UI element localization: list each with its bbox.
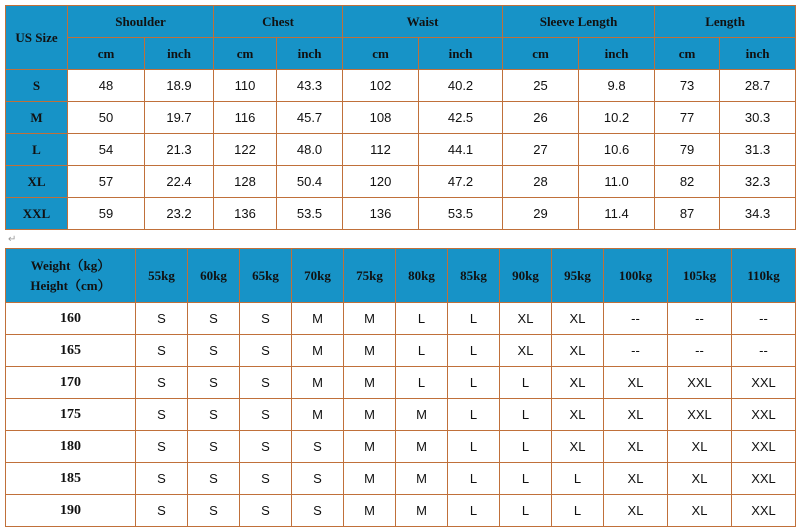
recommended-size: S xyxy=(136,431,188,463)
size-label: L xyxy=(6,134,68,166)
measurement-value: 48 xyxy=(68,70,145,102)
measurement-value: 44.1 xyxy=(419,134,503,166)
measurement-value: 32.3 xyxy=(720,166,796,198)
recommended-size: XXL xyxy=(668,367,732,399)
recommended-size: S xyxy=(240,367,292,399)
recommended-size: M xyxy=(396,399,448,431)
recommended-size: S xyxy=(188,463,240,495)
measurement-value: 116 xyxy=(214,102,277,134)
recommended-size: -- xyxy=(668,303,732,335)
recommended-size: S xyxy=(136,303,188,335)
recommended-size: L xyxy=(396,303,448,335)
recommended-size: L xyxy=(448,303,500,335)
size-label: XXL xyxy=(6,198,68,230)
recommended-size: M xyxy=(344,367,396,399)
table-row xyxy=(6,431,796,463)
measurement-value: 9.8 xyxy=(579,70,655,102)
recommended-size: M xyxy=(344,495,396,527)
measurement-value: 42.5 xyxy=(419,102,503,134)
measurement-value: 53.5 xyxy=(277,198,343,230)
recommended-size: XL xyxy=(668,431,732,463)
table-row xyxy=(6,134,796,166)
recommended-size: L xyxy=(500,463,552,495)
measurement-value: 108 xyxy=(343,102,419,134)
measurement-value: 54 xyxy=(68,134,145,166)
recommended-size: -- xyxy=(668,335,732,367)
measurement-value: 47.2 xyxy=(419,166,503,198)
measurement-value: 43.3 xyxy=(277,70,343,102)
recommended-size: -- xyxy=(732,303,796,335)
recommended-size: S xyxy=(292,495,344,527)
recommended-size: S xyxy=(188,335,240,367)
measurement-value: 40.2 xyxy=(419,70,503,102)
measurement-value: 53.5 xyxy=(419,198,503,230)
recommended-size: S xyxy=(136,399,188,431)
weight-header: 100kg xyxy=(604,249,668,303)
table-row xyxy=(6,166,796,198)
recommended-size: L xyxy=(500,495,552,527)
size-label: XL xyxy=(6,166,68,198)
unit-header-cm: cm xyxy=(655,38,720,70)
recommended-size: M xyxy=(344,303,396,335)
recommended-size: XL xyxy=(604,399,668,431)
recommended-size: XL xyxy=(604,495,668,527)
measurement-value: 112 xyxy=(343,134,419,166)
recommended-size: XL xyxy=(500,335,552,367)
recommended-size: S xyxy=(240,399,292,431)
recommended-size: S xyxy=(292,431,344,463)
measurement-value: 136 xyxy=(343,198,419,230)
recommended-size: L xyxy=(396,335,448,367)
measurement-value: 19.7 xyxy=(145,102,214,134)
recommended-size: S xyxy=(240,303,292,335)
measurement-header: Shoulder xyxy=(68,6,214,38)
recommended-size: M xyxy=(292,335,344,367)
measurement-value: 30.3 xyxy=(720,102,796,134)
measurement-value: 26 xyxy=(503,102,579,134)
measurement-value: 82 xyxy=(655,166,720,198)
recommended-size: L xyxy=(448,367,500,399)
recommended-size: XL xyxy=(604,431,668,463)
height-label: 160 xyxy=(6,303,136,335)
recommended-size: XL xyxy=(552,335,604,367)
table-row xyxy=(6,70,796,102)
weight-header-row xyxy=(6,249,796,303)
measurement-value: 31.3 xyxy=(720,134,796,166)
recommended-size: M xyxy=(344,335,396,367)
measurement-value: 79 xyxy=(655,134,720,166)
height-label: 165 xyxy=(6,335,136,367)
measurement-value: 45.7 xyxy=(277,102,343,134)
measurement-value: 48.0 xyxy=(277,134,343,166)
recommended-size: XL xyxy=(500,303,552,335)
measurement-header: Sleeve Length xyxy=(503,6,655,38)
weight-header: 65kg xyxy=(240,249,292,303)
recommended-size: XL xyxy=(604,367,668,399)
recommended-size: XL xyxy=(668,463,732,495)
measurement-header: Waist xyxy=(343,6,503,38)
recommended-size: M xyxy=(344,399,396,431)
recommended-size: S xyxy=(292,463,344,495)
measurement-value: 11.4 xyxy=(579,198,655,230)
recommended-size: XL xyxy=(552,303,604,335)
size-corner-label: US Size xyxy=(6,6,68,70)
recommended-size: S xyxy=(136,463,188,495)
recommended-size: M xyxy=(292,303,344,335)
recommended-size: -- xyxy=(604,335,668,367)
size-label: M xyxy=(6,102,68,134)
weight-header: 80kg xyxy=(396,249,448,303)
weight-header: 75kg xyxy=(344,249,396,303)
recommended-size: L xyxy=(500,399,552,431)
recommended-size: L xyxy=(448,335,500,367)
recommended-size: XXL xyxy=(732,431,796,463)
recommended-size: L xyxy=(500,431,552,463)
recommended-size: S xyxy=(136,367,188,399)
unit-header-cm: cm xyxy=(214,38,277,70)
unit-header-inch: inch xyxy=(419,38,503,70)
weight-header: 110kg xyxy=(732,249,796,303)
measurement-value: 22.4 xyxy=(145,166,214,198)
height-label: 185 xyxy=(6,463,136,495)
measurement-value: 87 xyxy=(655,198,720,230)
recommended-size: XL xyxy=(604,463,668,495)
recommended-size: L xyxy=(448,399,500,431)
measurement-header: Chest xyxy=(214,6,343,38)
recommended-size: S xyxy=(136,335,188,367)
measurement-value: 120 xyxy=(343,166,419,198)
recommended-size: XL xyxy=(552,431,604,463)
measurement-value: 77 xyxy=(655,102,720,134)
recommended-size: XXL xyxy=(732,399,796,431)
table-row xyxy=(6,335,796,367)
measurement-value: 59 xyxy=(68,198,145,230)
recommended-size: L xyxy=(448,431,500,463)
height-label: 170 xyxy=(6,367,136,399)
weight-header: 70kg xyxy=(292,249,344,303)
measurement-value: 57 xyxy=(68,166,145,198)
measurement-value: 102 xyxy=(343,70,419,102)
recommended-size: -- xyxy=(604,303,668,335)
measurement-value: 11.0 xyxy=(579,166,655,198)
measurement-value: 25 xyxy=(503,70,579,102)
height-axis-label: Height（cm） xyxy=(30,277,111,293)
table-row xyxy=(6,367,796,399)
unit-header-inch: inch xyxy=(277,38,343,70)
recommended-size: XL xyxy=(668,495,732,527)
recommended-size: L xyxy=(448,495,500,527)
fit-corner-label xyxy=(6,249,136,303)
measurement-value: 50 xyxy=(68,102,145,134)
weight-axis-label: Weight（kg） xyxy=(30,257,111,273)
weight-header: 90kg xyxy=(500,249,552,303)
recommended-size: L xyxy=(552,495,604,527)
weight-header: 95kg xyxy=(552,249,604,303)
recommended-size: L xyxy=(500,367,552,399)
recommended-size: M xyxy=(396,431,448,463)
recommended-size: XL xyxy=(552,399,604,431)
measurement-value: 27 xyxy=(503,134,579,166)
height-label: 175 xyxy=(6,399,136,431)
table-row xyxy=(6,495,796,527)
measurement-value: 73 xyxy=(655,70,720,102)
unit-header-cm: cm xyxy=(68,38,145,70)
unit-header-inch: inch xyxy=(720,38,796,70)
measurement-value: 122 xyxy=(214,134,277,166)
recommended-size: S xyxy=(136,495,188,527)
measurement-value: 18.9 xyxy=(145,70,214,102)
weight-header: 55kg xyxy=(136,249,188,303)
size-header-row xyxy=(6,6,796,38)
recommended-size: S xyxy=(188,367,240,399)
weight-header: 85kg xyxy=(448,249,500,303)
measurement-value: 29 xyxy=(503,198,579,230)
unit-header-cm: cm xyxy=(503,38,579,70)
height-label: 190 xyxy=(6,495,136,527)
unit-header-row xyxy=(6,38,796,70)
table-row xyxy=(6,198,796,230)
recommended-size: S xyxy=(240,463,292,495)
recommended-size: S xyxy=(240,495,292,527)
recommended-size: S xyxy=(188,431,240,463)
unit-header-inch: inch xyxy=(579,38,655,70)
measurement-value: 110 xyxy=(214,70,277,102)
weight-header: 105kg xyxy=(668,249,732,303)
recommended-size: M xyxy=(344,431,396,463)
table-row xyxy=(6,303,796,335)
recommended-size: -- xyxy=(732,335,796,367)
paragraph-mark: ↵ xyxy=(8,234,17,245)
size-label: S xyxy=(6,70,68,102)
recommended-size: XXL xyxy=(732,495,796,527)
measurement-value: 10.6 xyxy=(579,134,655,166)
measurement-value: 10.2 xyxy=(579,102,655,134)
table-row xyxy=(6,463,796,495)
recommended-size: M xyxy=(292,367,344,399)
recommended-size: S xyxy=(188,495,240,527)
recommended-size: M xyxy=(396,463,448,495)
height-label: 180 xyxy=(6,431,136,463)
recommended-size: XXL xyxy=(668,399,732,431)
fit-chart-table xyxy=(5,248,796,527)
recommended-size: M xyxy=(344,463,396,495)
measurement-value: 50.4 xyxy=(277,166,343,198)
recommended-size: M xyxy=(292,399,344,431)
measurement-value: 34.3 xyxy=(720,198,796,230)
measurement-value: 28 xyxy=(503,166,579,198)
recommended-size: L xyxy=(552,463,604,495)
recommended-size: M xyxy=(396,495,448,527)
size-chart-table xyxy=(5,5,796,230)
recommended-size: S xyxy=(188,303,240,335)
measurement-value: 23.2 xyxy=(145,198,214,230)
measurement-value: 128 xyxy=(214,166,277,198)
unit-header-cm: cm xyxy=(343,38,419,70)
table-row xyxy=(6,399,796,431)
weight-header: 60kg xyxy=(188,249,240,303)
measurement-value: 136 xyxy=(214,198,277,230)
recommended-size: L xyxy=(396,367,448,399)
recommended-size: L xyxy=(448,463,500,495)
recommended-size: S xyxy=(240,431,292,463)
recommended-size: S xyxy=(240,335,292,367)
unit-header-inch: inch xyxy=(145,38,214,70)
recommended-size: XXL xyxy=(732,463,796,495)
recommended-size: XXL xyxy=(732,367,796,399)
measurement-value: 28.7 xyxy=(720,70,796,102)
recommended-size: XL xyxy=(552,367,604,399)
measurement-header: Length xyxy=(655,6,796,38)
table-row xyxy=(6,102,796,134)
recommended-size: S xyxy=(188,399,240,431)
measurement-value: 21.3 xyxy=(145,134,214,166)
